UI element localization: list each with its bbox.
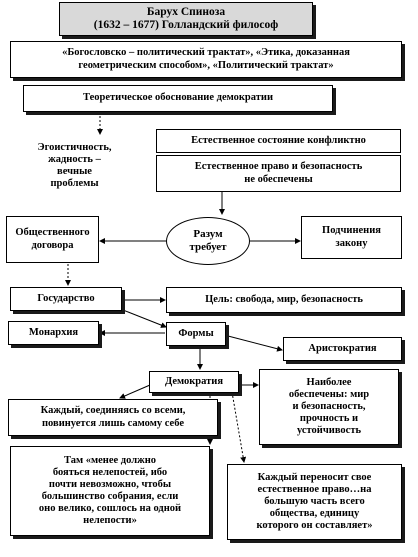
forms-text: Формы (178, 327, 214, 339)
best-line4: прочность и (299, 413, 359, 425)
header-line2: (1632 – 1677) Голландский философ (93, 19, 279, 31)
absurd-line6: нелепости» (83, 515, 137, 527)
absurd-line4: большинство собрания, если (41, 491, 179, 502)
transfer-line5: которого он составляет» (256, 520, 373, 532)
absurd-line3: почти невозможно, чтобы (48, 478, 172, 490)
state-text: Государство (37, 292, 95, 304)
absurd-box (10, 446, 210, 536)
arrow-democracy-transfer (232, 392, 244, 462)
best-line3: и безопасность, (292, 400, 366, 412)
monarchy-text: Монархия (28, 326, 79, 338)
absurd-line5: оно велико, сошлось на одной (38, 503, 182, 515)
works-line1: «Богословско – политический трактат», «Этика, доказанная (62, 47, 350, 59)
social-contract-line2: договора (31, 239, 74, 251)
arrow-democracy-everyone (120, 385, 150, 398)
natural-law-line1: Естественное право и безопасность (194, 161, 363, 173)
everyone-line1: Каждый, соединяясь со всеми, (40, 405, 186, 417)
everyone-line2: повинуется лишь самому себе (42, 417, 184, 429)
reason-line2: требует (189, 241, 227, 253)
reason-line1: Разум (193, 227, 223, 240)
egoism-line4: проблемы (50, 178, 99, 190)
arrow-state-forms (123, 310, 166, 327)
goal-text: Цель: свобода, мир, безопасность (205, 293, 363, 305)
transfer-line1: Каждый переносит свое (257, 471, 372, 483)
obey-law-box (301, 216, 402, 259)
arrow-forms-aristocracy (228, 336, 282, 350)
absurd-line2: бояться нелепостей, ибо (52, 466, 168, 478)
everyone-box (8, 399, 218, 436)
egoism-line1: Эгоистичность, (37, 141, 112, 153)
best-line2: обеспечены: мир (288, 388, 370, 400)
transfer-line2: естественное право…на (257, 483, 372, 495)
aristocracy-text: Аристократия (308, 342, 377, 354)
state-box (10, 287, 122, 311)
absurd-line1: Там «менее должно (63, 454, 157, 466)
obey-law-line1: Подчинения (322, 225, 381, 237)
democracy-box (149, 371, 239, 393)
egoism-box (8, 135, 141, 197)
natural-law-line2: не обеспечены (244, 173, 313, 185)
democracy-text: Демократия (164, 375, 224, 387)
transfer-line4: общества, единицу (269, 508, 360, 520)
aristocracy-box (283, 337, 402, 361)
reason-ellipse (166, 217, 250, 265)
header-line1: Барух Спиноза (146, 5, 226, 18)
monarchy-box (8, 321, 99, 345)
obey-law-line2: закону (335, 237, 368, 249)
best-box (259, 369, 399, 445)
theory-box (23, 85, 333, 112)
forms-box (166, 322, 226, 346)
best-line1: Наиболее (306, 376, 352, 388)
goal-box (166, 287, 402, 313)
transfer-line3: большую часть всего (264, 495, 365, 507)
natural-state-text: Естественное состояние конфликтно (191, 134, 366, 146)
header-box (59, 2, 313, 36)
transfer-box (227, 464, 402, 540)
best-line5: устойчивость (296, 425, 362, 437)
natural-state-box (156, 129, 401, 153)
social-contract-line1: Общественного (15, 227, 90, 239)
works-line2: геометрическим способом», «Политический трактат» (78, 59, 334, 71)
theory-text: Теоретическое обоснование демократии (82, 92, 273, 104)
egoism-line3: вечные (57, 166, 92, 177)
works-box (10, 41, 402, 78)
natural-law-box (156, 155, 401, 192)
social-contract-box (6, 216, 99, 263)
egoism-line2: жадность – (48, 153, 101, 165)
